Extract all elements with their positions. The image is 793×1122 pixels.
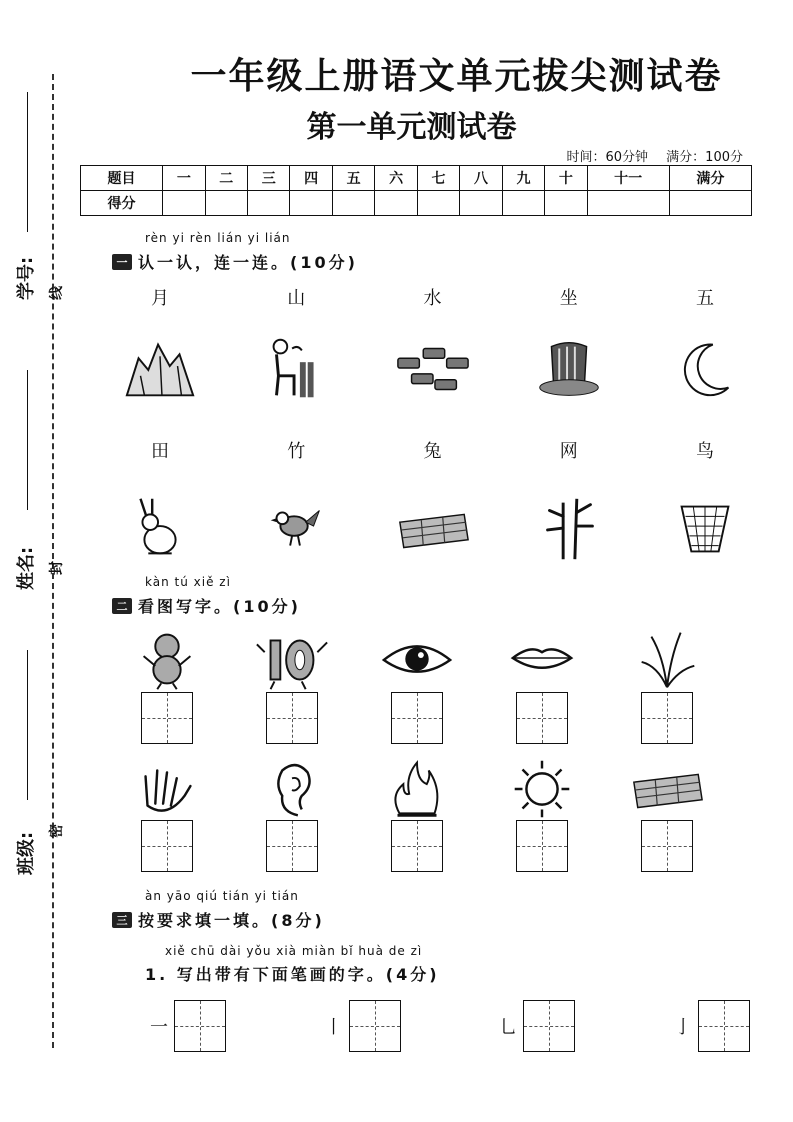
answer-slot bbox=[362, 820, 472, 872]
table-cell: 十一 bbox=[587, 166, 669, 191]
writing-grid[interactable] bbox=[516, 692, 568, 744]
question1-title: 1. 写出带有下面笔画的字。(4分) bbox=[145, 965, 440, 984]
writing-grid[interactable] bbox=[174, 1000, 226, 1052]
score-cell[interactable] bbox=[587, 191, 669, 216]
score-cell[interactable] bbox=[417, 191, 459, 216]
table-cell: 满分 bbox=[669, 166, 751, 191]
eye-icon bbox=[362, 626, 472, 692]
mountain-icon[interactable] bbox=[105, 336, 215, 402]
score-cell[interactable] bbox=[290, 191, 332, 216]
section1-heading bbox=[112, 250, 358, 273]
stroke-item bbox=[674, 1000, 750, 1052]
section1-chars-bottom bbox=[105, 437, 760, 463]
score-cell[interactable] bbox=[205, 191, 247, 216]
section1-title: 认一认，连一连。(10分) bbox=[138, 253, 358, 272]
table-cell: 三 bbox=[248, 166, 290, 191]
answer-slot bbox=[112, 820, 222, 872]
match-char[interactable]: 竹 bbox=[287, 441, 306, 462]
number-ten-icon bbox=[237, 626, 347, 692]
section-number-badge: 三 bbox=[112, 912, 132, 928]
bird-icon[interactable] bbox=[241, 496, 351, 562]
match-char[interactable]: 月 bbox=[151, 288, 169, 309]
writing-grid[interactable] bbox=[391, 820, 443, 872]
table-cell: 七 bbox=[417, 166, 459, 191]
section2-grid-row2 bbox=[112, 820, 722, 872]
match-char[interactable]: 水 bbox=[423, 288, 442, 309]
table-cell: 十 bbox=[545, 166, 587, 191]
score-cell[interactable] bbox=[163, 191, 205, 216]
class-line bbox=[27, 650, 28, 800]
writing-grid[interactable] bbox=[141, 820, 193, 872]
time-limit: 时间：60分钟 bbox=[566, 150, 649, 165]
seal-mark-feng: 封 bbox=[49, 561, 65, 575]
section1-chars-top bbox=[105, 284, 760, 310]
match-char[interactable]: 网 bbox=[559, 441, 578, 462]
writing-grid[interactable] bbox=[516, 820, 568, 872]
stroke-char: 丨 bbox=[324, 1017, 343, 1038]
exam-meta bbox=[552, 146, 743, 165]
answer-slot bbox=[612, 692, 722, 744]
match-char[interactable]: 山 bbox=[287, 288, 306, 309]
match-char[interactable]: 坐 bbox=[559, 288, 578, 309]
score-cell[interactable] bbox=[375, 191, 417, 216]
section2-title: 看图写字。(10分) bbox=[138, 597, 301, 616]
match-char[interactable]: 兔 bbox=[423, 441, 442, 462]
net-icon[interactable] bbox=[650, 496, 760, 562]
writing-grid[interactable] bbox=[141, 692, 193, 744]
match-char[interactable]: 五 bbox=[696, 288, 714, 309]
page-subtitle: 第一单元测试卷 bbox=[306, 110, 517, 145]
bamboo-icon[interactable] bbox=[514, 496, 624, 562]
section2-pics-row2 bbox=[112, 756, 722, 822]
table-cell: 六 bbox=[375, 166, 417, 191]
score-cell[interactable] bbox=[460, 191, 502, 216]
score-cell[interactable] bbox=[248, 191, 290, 216]
stroke-item bbox=[325, 1000, 401, 1052]
section1-pinyin: rèn yi rèn lián yi lián bbox=[145, 231, 291, 245]
sitting-boy-icon[interactable] bbox=[241, 336, 351, 402]
table-cell: 二 bbox=[205, 166, 247, 191]
rabbit-icon[interactable] bbox=[105, 496, 215, 562]
table-cell: 题目 bbox=[81, 166, 163, 191]
stroke-item bbox=[150, 1000, 226, 1052]
writing-grid[interactable] bbox=[641, 692, 693, 744]
number-eight-icon bbox=[112, 626, 222, 692]
name-label: 姓名: bbox=[16, 546, 37, 590]
score-table-score-row bbox=[81, 191, 752, 216]
table-cell: 得分 bbox=[81, 191, 163, 216]
section3-heading bbox=[112, 908, 325, 931]
full-score: 满分：100分 bbox=[666, 150, 743, 165]
field-icon[interactable] bbox=[378, 496, 488, 562]
writing-grid[interactable] bbox=[266, 820, 318, 872]
mouth-icon bbox=[487, 626, 597, 692]
answer-slot bbox=[237, 692, 347, 744]
section3-pinyin: àn yāo qiú tián yi tián bbox=[145, 889, 299, 903]
score-cell[interactable] bbox=[332, 191, 374, 216]
writing-grid[interactable] bbox=[641, 820, 693, 872]
table-cell: 八 bbox=[460, 166, 502, 191]
section-number-badge: 二 bbox=[112, 598, 132, 614]
stroke-char: 乚 bbox=[499, 1017, 518, 1038]
section2-pics-row1 bbox=[112, 626, 722, 692]
table-cell: 五 bbox=[332, 166, 374, 191]
student-id-line bbox=[27, 92, 28, 232]
section-number-badge: 一 bbox=[112, 254, 132, 270]
class-label: 班级: bbox=[16, 831, 37, 875]
table-cell: 四 bbox=[290, 166, 332, 191]
fire-icon bbox=[362, 756, 472, 822]
stroke-item bbox=[499, 1000, 575, 1052]
score-table-header-row bbox=[81, 166, 752, 191]
section2-pinyin: kàn tú xiě zì bbox=[145, 575, 231, 589]
section1-pics-top bbox=[105, 336, 760, 402]
table-cell: 一 bbox=[163, 166, 205, 191]
stroke-answer-row bbox=[150, 1000, 750, 1052]
page-title: 一年级上册语文单元拔尖测试卷 bbox=[190, 56, 723, 97]
section3-title: 按要求填一填。(8分) bbox=[138, 911, 325, 930]
answer-slot bbox=[487, 820, 597, 872]
section1-pics-bottom bbox=[105, 496, 760, 562]
match-char[interactable]: 田 bbox=[151, 441, 169, 462]
writing-grid[interactable] bbox=[523, 1000, 575, 1052]
moon-icon[interactable] bbox=[650, 336, 760, 402]
seal-mark-xian: 线 bbox=[49, 286, 65, 300]
sun-icon bbox=[487, 756, 597, 822]
section2-heading bbox=[112, 594, 301, 617]
waterfall-icon[interactable] bbox=[514, 336, 624, 402]
score-cell[interactable] bbox=[545, 191, 587, 216]
stones-icon[interactable] bbox=[378, 336, 488, 402]
field-icon bbox=[612, 756, 722, 822]
ear-icon bbox=[237, 756, 347, 822]
table-cell: 九 bbox=[502, 166, 544, 191]
name-line bbox=[27, 370, 28, 510]
answer-slot bbox=[237, 820, 347, 872]
student-id-label: 学号: bbox=[16, 256, 37, 300]
answer-slot bbox=[612, 820, 722, 872]
section2-grid-row1 bbox=[112, 692, 722, 744]
match-char[interactable]: 鸟 bbox=[696, 441, 714, 462]
answer-slot bbox=[362, 692, 472, 744]
stroke-char: 一 bbox=[150, 1017, 168, 1038]
score-cell[interactable] bbox=[669, 191, 751, 216]
seal-mark-mi: 密 bbox=[49, 824, 65, 838]
stroke-char: 亅 bbox=[673, 1017, 692, 1038]
grass-icon bbox=[612, 626, 722, 692]
question1-pinyin: xiě chū dài yǒu xià miàn bǐ huà de zì bbox=[165, 944, 423, 958]
writing-grid[interactable] bbox=[698, 1000, 750, 1052]
writing-grid[interactable] bbox=[349, 1000, 401, 1052]
answer-slot bbox=[487, 692, 597, 744]
score-table bbox=[80, 165, 752, 216]
score-cell[interactable] bbox=[502, 191, 544, 216]
hand-icon bbox=[112, 756, 222, 822]
answer-slot bbox=[112, 692, 222, 744]
writing-grid[interactable] bbox=[391, 692, 443, 744]
writing-grid[interactable] bbox=[266, 692, 318, 744]
